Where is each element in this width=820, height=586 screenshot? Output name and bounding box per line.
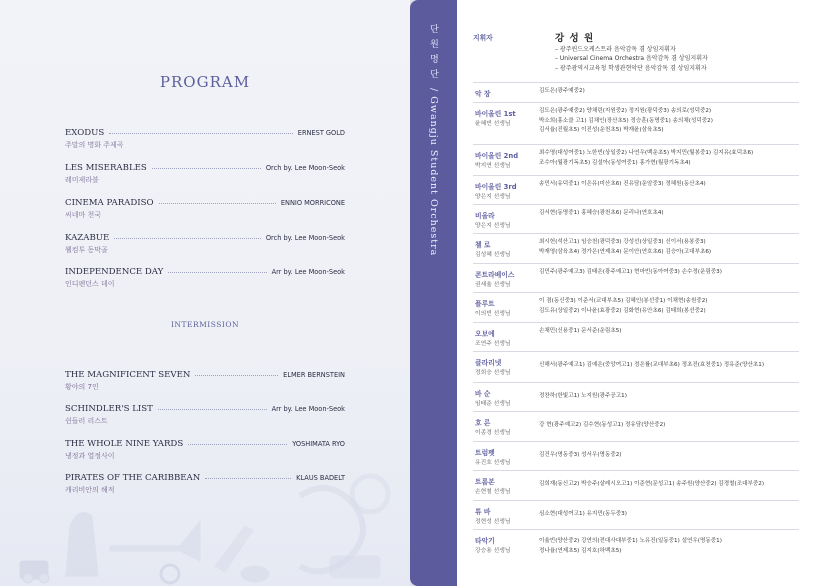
section-teacher: 이의빈 선생님 [475, 311, 511, 317]
piece-composer: Arr by. Lee Moon-Seok [271, 405, 345, 413]
member-line: 김서율(진월초5) 이진성(운천초5) 박재윤(삼육초5) [539, 127, 664, 134]
dot-leader [188, 444, 287, 445]
section-name: 비올라 [475, 212, 495, 220]
section-teacher: 정현성 선생님 [475, 519, 511, 525]
member-line: 김도은(광주예중2) 양채린(지원중2) 정지원(광덕중3) 송의로(성덕중2) [539, 108, 712, 114]
section-name: 첼 로 [475, 241, 491, 249]
section-teacher: 강승용 선생님 [475, 548, 511, 554]
piece-composer: ERNEST GOLD [297, 129, 345, 137]
section-members [539, 297, 801, 316]
member-line: 조수아(월광기독초5) 김설아(동성여중1) 홍가현(월광기독초4) [539, 159, 691, 166]
piece-title: KAZABUE [65, 233, 110, 243]
member-line: 최수영(대성여중1) 노한빈(상일중2) 나연우(백운초5) 박지민(월봉중1) 김지유(효덕초6) [539, 150, 754, 156]
member-line: 김희재(동신고2) 박승주(살레시오고1) 이준현(문성고1) 송주원(양산중2) 김경철(조대부중2) [539, 481, 765, 487]
section-members [539, 149, 801, 168]
program-item [65, 163, 345, 185]
section-name: 바 순 [475, 390, 491, 398]
piece-title: LES MISERABLES [65, 163, 147, 173]
intermission-label: INTERMISSION [170, 320, 240, 329]
dot-leader [158, 409, 267, 410]
piece-title: EXODUS [65, 128, 105, 138]
member-line: 정찬하(한빛고1) 노지원(광주공고1) [539, 393, 627, 399]
member-line: 정나율(연제초5) 김지호(하백초5) [539, 547, 622, 554]
program-item [65, 404, 345, 426]
section-teacher: 박지연 선생님 [475, 163, 511, 169]
section-name: 플루트 [475, 300, 495, 308]
section-members [539, 392, 801, 402]
section-name: 호 른 [475, 419, 491, 427]
section-name: 악 장 [475, 90, 491, 98]
section-members [539, 327, 801, 337]
member-line: 신해서(광주예고1) 김예은(중앙여고1) 정은률(교대부초6) 정초진(효천중1) 정유준(양산초1) [539, 362, 765, 368]
section-teacher: 윤혜빈 선생님 [475, 121, 511, 127]
section-trumpet [473, 441, 799, 470]
section-name: 튜 바 [475, 508, 491, 516]
conductor-bio [555, 45, 708, 73]
member-line: 김서현(동명중1) 홍혜승(광천초6) 문리나(연호초4) [539, 210, 664, 216]
section-violin-1st [473, 102, 799, 144]
piece-korean-title: 웰컴투 동막골 [65, 246, 108, 254]
piece-korean-title: 레미제라블 [65, 176, 99, 184]
section-oboe [473, 322, 799, 351]
section-trombone [473, 470, 799, 500]
section-teacher: 손현철 선생님 [475, 489, 511, 495]
program-item [65, 267, 345, 289]
piece-title: INDEPENDENCE DAY [65, 267, 164, 277]
piece-title: THE MAGNIFICENT SEVEN [65, 370, 191, 380]
section-members [539, 209, 801, 219]
section-percussion [473, 529, 799, 569]
section-members [539, 537, 801, 556]
section-name: 콘트라베이스 [475, 271, 515, 279]
section-name: 바이올린 3rd [475, 183, 517, 191]
piece-korean-title: 냉정과 열정사이 [65, 452, 115, 460]
section-members [539, 421, 801, 431]
piece-korean-title: 캐리비안의 해적 [65, 486, 115, 494]
spine-english-title: / Gwangju Student Orchestra [428, 88, 439, 257]
bio-line: – 광주광역시교육청 학생관현악단 음악감독 겸 상임지휘자 [555, 64, 707, 72]
section-violin-3rd [473, 175, 799, 204]
piece-title: CINEMA PARADISO [65, 198, 154, 208]
section-members [539, 87, 801, 97]
piece-korean-title: 씨네마 천국 [65, 211, 102, 219]
section-cello [473, 233, 799, 263]
piece-korean-title: 주말의 명화 주제곡 [65, 141, 124, 149]
section-viola [473, 204, 799, 233]
member-line: 김도유(상일중2) 이나윤(효광중2) 김화현(유안초6) 김태희(봉선중2) [539, 307, 706, 314]
piece-korean-title: 인디펜던스 데이 [65, 280, 115, 288]
piece-composer: KLAUS BADELT [296, 474, 345, 482]
conductor-name: 강 성 원 [555, 33, 595, 44]
member-line: 손채민(신용중1) 문서준(운림초5) [539, 328, 622, 334]
piece-composer: ELMER BERNSTEIN [283, 371, 345, 379]
section-name: 바이올린 1st [475, 110, 516, 118]
section-teacher: 유진호 선생님 [475, 460, 511, 466]
piece-composer: Orch by. Lee Moon-Seok [265, 164, 345, 172]
piece-composer: YOSHIMATA RYO [292, 440, 345, 448]
dot-leader [168, 272, 266, 273]
section-teacher: 임태준 선생님 [475, 401, 511, 407]
section-clarinet [473, 351, 799, 382]
section-members [539, 510, 801, 520]
section-teacher: 정희승 선생님 [475, 370, 511, 376]
section-teacher: 권세율 선생님 [475, 282, 511, 288]
section-bassoon [473, 382, 799, 411]
section-members [539, 480, 801, 490]
dot-leader [114, 238, 261, 239]
program-item [65, 233, 345, 255]
section-members [539, 451, 801, 461]
program-item [65, 370, 345, 392]
section-teacher: 조연주 선생님 [475, 341, 511, 347]
dot-leader [152, 168, 261, 169]
section-teacher: 김성혜 선생님 [475, 252, 511, 258]
dot-leader [195, 375, 278, 376]
program-item [65, 128, 345, 150]
dot-leader [159, 203, 276, 204]
piece-composer: Arr by. Lee Moon-Seok [271, 268, 345, 276]
spine-band [410, 0, 457, 586]
member-line: 이 겸(동신중3) 이준서(교대부초5) 김혜인(봉선중1) 이채현(송원중2) [539, 298, 708, 304]
program-item [65, 198, 345, 220]
piece-composer: ENNIO MORRICONE [280, 199, 345, 207]
section-concertmaster [473, 82, 799, 102]
piece-title: PIRATES OF THE CARIBBEAN [65, 473, 201, 483]
piece-korean-title: 쉰들러 리스트 [65, 417, 108, 425]
section-name: 트럼펫 [475, 449, 495, 457]
section-name: 타악기 [475, 537, 495, 545]
section-name: 바이올린 2nd [475, 152, 519, 160]
program-item [65, 439, 345, 461]
member-line: 김도은(광주예중2) [539, 88, 585, 94]
section-members [539, 268, 801, 278]
member-line: 김민주(광주예고3) 김태은(광주예고1) 현마빈(동아여중3) 손수정(운림중3) [539, 269, 722, 275]
section-teacher: 양은지 선생님 [475, 223, 511, 229]
section-name: 오보에 [475, 330, 495, 338]
section-horn [473, 411, 799, 441]
section-tuba [473, 500, 799, 529]
section-flute [473, 292, 799, 322]
instrument-illustration [0, 466, 410, 586]
bio-line: – 광주윈드오케스트라 음악감독 겸 상임지휘자 [555, 46, 676, 53]
piece-composer: Orch by. Lee Moon-Seok [265, 234, 345, 242]
section-contrabass [473, 263, 799, 292]
piece-title: THE WHOLE NINE YARDS [65, 439, 184, 449]
conductor-role: 지휘자 [473, 34, 493, 42]
member-line: 이율빈(양산중2) 강연의(전대사대부중1) 노유진(일동중1) 설연우(명동중1) [539, 538, 722, 544]
section-violin-2nd [473, 144, 799, 175]
dot-leader [109, 133, 292, 134]
section-members [539, 238, 801, 257]
member-line: 최시헌(석산고1) 임승천(광덕중3) 강성선(상일중3) 신이서(용봉중3) [539, 239, 706, 245]
program-title: PROGRAM [159, 73, 251, 91]
bio-line: – Universal Cinema Orchestra 음악감독 겸 상임지휘자 [555, 55, 708, 63]
piece-korean-title: 황야의 7인 [65, 383, 99, 391]
section-name: 트롬본 [475, 478, 495, 486]
section-teacher: 양은지 선생님 [475, 194, 511, 200]
section-name: 클라리넷 [475, 359, 502, 367]
section-members [539, 180, 801, 190]
section-teacher: 이종경 선생님 [475, 430, 511, 436]
section-members [539, 107, 801, 136]
roster-page [457, 0, 820, 586]
piece-title: SCHINDLER'S LIST [65, 404, 153, 414]
member-line: 김건우(명동중3) 성서우(명동중2) [539, 452, 622, 458]
spine-korean-title: 단원명단 [428, 24, 438, 84]
member-line: 송민서(유덕중1) 이은유(미산초6) 진유담(운암중3) 정혜원(동산초4) [539, 181, 706, 187]
member-line: 심소현(대성여고1) 유지민(동두중3) [539, 511, 627, 517]
member-line: 박재영(삼육초4) 정가은(연제초4) 문이안(연호초6) 김승아(고대부초6) [539, 248, 712, 255]
member-line: 박소희(홍소클 고1) 김채인(장산초5) 정승훈(동명중1) 송의채(성덕중2) [539, 117, 713, 124]
member-line: 강 현(광주예고2) 김수현(동성고1) 정유담(양산중2) [539, 422, 666, 428]
section-members [539, 361, 801, 371]
